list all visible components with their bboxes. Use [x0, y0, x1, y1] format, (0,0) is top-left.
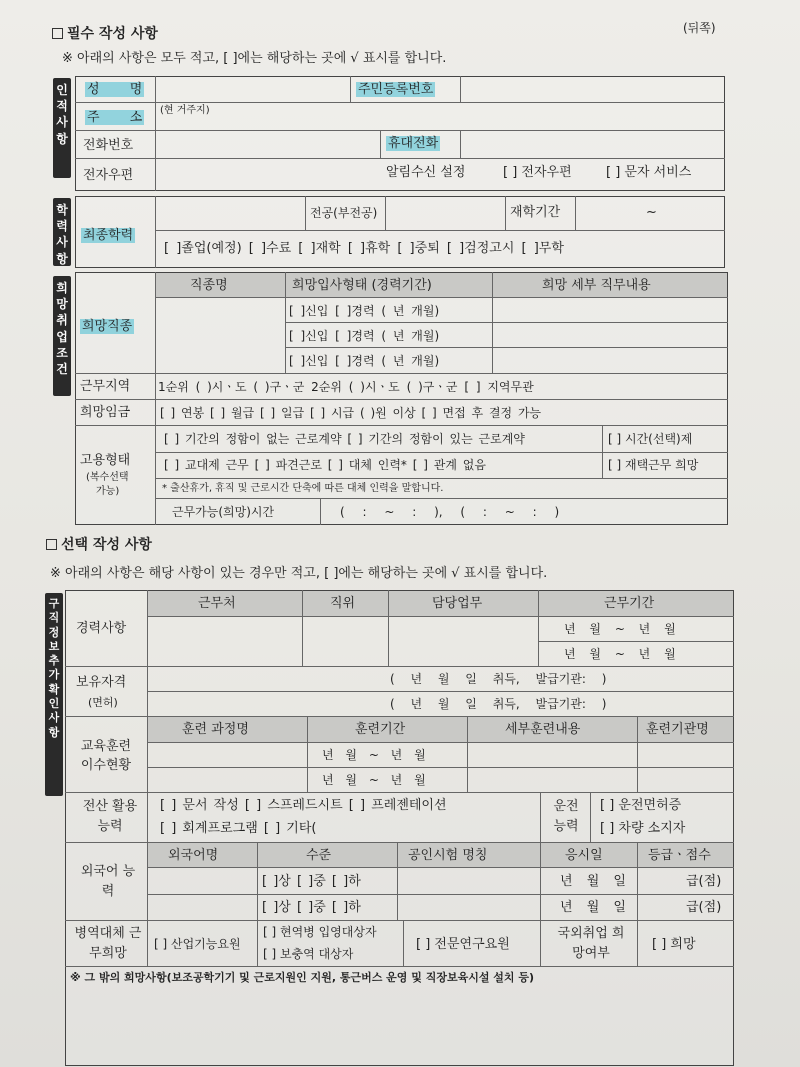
language-score-header: 등급ㆍ점수 — [648, 848, 711, 863]
vehicle-owner-option[interactable]: [ ] 차량 소지자 — [600, 821, 686, 836]
cert-row-2[interactable]: ( 년 월 일 취득, 발급기관: ) — [390, 697, 607, 711]
language-name-header: 외국어명 — [168, 848, 219, 863]
study-period-label: 재학기간 — [510, 205, 561, 220]
required-note: ※ 아래의 사항은 모두 적고, [ ]에는 해당하는 곳에 √ 표시를 합니다. — [62, 51, 447, 66]
language-date-header: 응시일 — [565, 848, 603, 863]
training-detail-header: 세부훈련내용 — [505, 722, 581, 737]
language-level-row-1[interactable]: [ ]상 [ ]중 [ ]하 — [262, 874, 361, 889]
hope-job-label: 희망직종 — [82, 319, 133, 334]
optional-section-title: 선택 작성 사항 — [46, 538, 152, 552]
employment-type-sub1: (복수선택 — [86, 472, 129, 483]
email-label: 전자우편 — [83, 168, 134, 183]
military-active-option[interactable]: [ ] 현역병 입영대상자 — [263, 925, 377, 939]
career-position-header: 직위 — [330, 596, 356, 611]
training-period-1[interactable]: 년 월 ~ 년 월 — [322, 748, 426, 762]
education-tab: 학 력 사 항 — [53, 198, 71, 266]
hours-value[interactable]: ( : ~ : ), ( : ~ : ) — [340, 505, 560, 519]
notify-label: 알림수신 설정 — [386, 165, 466, 180]
job-name-header: 직종명 — [190, 278, 228, 293]
job-detail-header: 희망 세부 직무내용 — [542, 278, 651, 293]
employment-options-1[interactable]: [ ] 기간의 정함이 없는 근로계약 [ ] 기간의 정함이 있는 근로계약 — [164, 432, 525, 446]
rrn-label: 주민등록번호 — [358, 82, 434, 97]
military-industry-option[interactable]: [ ] 산업기능요원 — [154, 937, 241, 951]
hope-tab: 희 망 취 업 조 건 — [53, 276, 71, 396]
hire-type-row-2[interactable]: [ ]신입 [ ]경력 ( 년 개월) — [289, 329, 440, 343]
career-period-header: 근무기간 — [604, 596, 655, 611]
personal-tab: 인 적 사 항 — [53, 78, 71, 178]
notify-sms-option[interactable]: [ ] 문자 서비스 — [606, 165, 692, 180]
education-status-options[interactable]: [ ]졸업(예정) [ ]수료 [ ]재학 [ ]휴학 [ ]중퇴 [ ]검정고시 [ ]무학 — [164, 241, 564, 256]
region-value[interactable]: 1순위 ( )시ㆍ도 ( )구ㆍ군 2순위 ( )시ㆍ도 ( )구ㆍ군 [ ] 지역무관 — [158, 380, 534, 394]
hire-type-row-3[interactable]: [ ]신입 [ ]경력 ( 년 개월) — [289, 354, 440, 368]
training-course-header: 훈련 과정명 — [182, 722, 249, 737]
military-alt-label: 병역대체 근무희망 — [74, 926, 142, 961]
language-test-header: 공인시험 명칭 — [408, 848, 488, 863]
address-note: (현 거주지) — [160, 105, 210, 116]
language-label: 외국어 능력 — [80, 864, 136, 899]
optional-note: ※ 아래의 사항은 해당 사항이 있는 경우만 적고, [ ]에는 해당하는 곳에 √ 표시를 합니다. — [50, 566, 548, 581]
language-date-row-2[interactable]: 년 월 일 — [560, 900, 626, 915]
language-level-header: 수준 — [306, 848, 332, 863]
training-org-header: 훈련기관명 — [646, 722, 709, 737]
it-skill-label: 전산 활용능력 — [82, 799, 138, 834]
page-label: (뒤쪽) — [683, 21, 716, 35]
required-section-title: 필수 작성 사항 — [52, 27, 158, 41]
training-label: 교육훈련 이수현황 — [80, 739, 132, 773]
employment-type-sub2: 가능) — [96, 486, 120, 497]
career-workplace-header: 근무처 — [198, 596, 236, 611]
employment-footnote: * 출산휴가, 휴직 및 근로시간 단축에 따른 대체 인력을 말합니다. — [162, 483, 444, 494]
major-label: 전공(부전공) — [310, 206, 378, 220]
cert-sub-label: (면허) — [88, 696, 118, 709]
training-period-2[interactable]: 년 월 ~ 년 월 — [322, 773, 426, 787]
checkbox-icon — [46, 539, 57, 550]
other-wishes-label: ※ 그 밖의 희망사항(보조공학기기 및 근로지원인 지원, 통근버스 운영 및 직장보육시설 설치 등) — [70, 971, 535, 984]
address-label: 주 소 — [87, 110, 143, 125]
it-options-1[interactable]: [ ] 문서 작성 [ ] 스프레드시트 [ ] 프레젠테이션 — [160, 798, 447, 813]
driving-license-option[interactable]: [ ] 운전면허증 — [600, 798, 682, 813]
region-label: 근무지역 — [80, 379, 131, 394]
cert-label: 보유자격 — [76, 675, 127, 690]
language-grade-row-2[interactable]: 급(점) — [686, 900, 722, 915]
hire-type-header: 희망입사형태 (경력기간) — [292, 278, 432, 293]
abroad-label: 국외취업 희망여부 — [557, 926, 625, 961]
study-period-tilde: ~ — [646, 205, 657, 220]
language-grade-row-1[interactable]: 급(점) — [686, 874, 722, 889]
cert-row-1[interactable]: ( 년 월 일 취득, 발급기관: ) — [390, 672, 607, 686]
employment-option-parttime[interactable]: [ ] 시간(선택)제 — [608, 432, 693, 446]
career-period-2[interactable]: 년 월 ~ 년 월 — [564, 647, 676, 661]
final-education-label: 최종학력 — [83, 228, 134, 243]
employment-option-remote[interactable]: [ ] 재택근무 희망 — [608, 458, 699, 472]
language-level-row-2[interactable]: [ ]상 [ ]중 [ ]하 — [262, 900, 361, 915]
driving-label: 운전 능력 — [553, 799, 579, 834]
training-period-header: 훈련기간 — [355, 722, 406, 737]
extra-tab: 구 직 정 보 추 가 확 인 사 항 — [45, 593, 63, 796]
career-period-1[interactable]: 년 월 ~ 년 월 — [564, 622, 676, 636]
it-options-2[interactable]: [ ] 회계프로그램 [ ] 기타( — [160, 821, 317, 836]
military-research-option[interactable]: [ ] 전문연구요원 — [416, 937, 510, 952]
mobile-label: 휴대전화 — [388, 136, 439, 151]
abroad-option[interactable]: [ ] 희망 — [652, 937, 696, 952]
military-reserve-option[interactable]: [ ] 보충역 대상자 — [263, 947, 354, 961]
language-date-row-1[interactable]: 년 월 일 — [560, 874, 626, 889]
employment-options-2[interactable]: [ ] 교대제 근무 [ ] 파견근로 [ ] 대체 인력* [ ] 관계 없음 — [164, 458, 486, 472]
notify-email-option[interactable]: [ ] 전자우편 — [503, 165, 572, 180]
wage-label: 희망임금 — [80, 405, 131, 420]
hours-label: 근무가능(희망)시간 — [172, 505, 275, 519]
checkbox-icon — [52, 28, 63, 39]
name-label: 성 명 — [87, 82, 143, 97]
employment-type-label: 고용형태 — [80, 453, 131, 468]
wage-options[interactable]: [ ] 연봉 [ ] 월급 [ ] 일급 [ ] 시급 ( )원 이상 [ ] 면접 후 결정 가능 — [160, 406, 542, 420]
hire-type-row-1[interactable]: [ ]신입 [ ]경력 ( 년 개월) — [289, 304, 440, 318]
other-wishes-area[interactable] — [70, 992, 730, 1062]
phone-label: 전화번호 — [83, 138, 134, 153]
career-duty-header: 담당업무 — [432, 596, 483, 611]
education-table — [75, 196, 725, 268]
career-label: 경력사항 — [76, 621, 127, 636]
